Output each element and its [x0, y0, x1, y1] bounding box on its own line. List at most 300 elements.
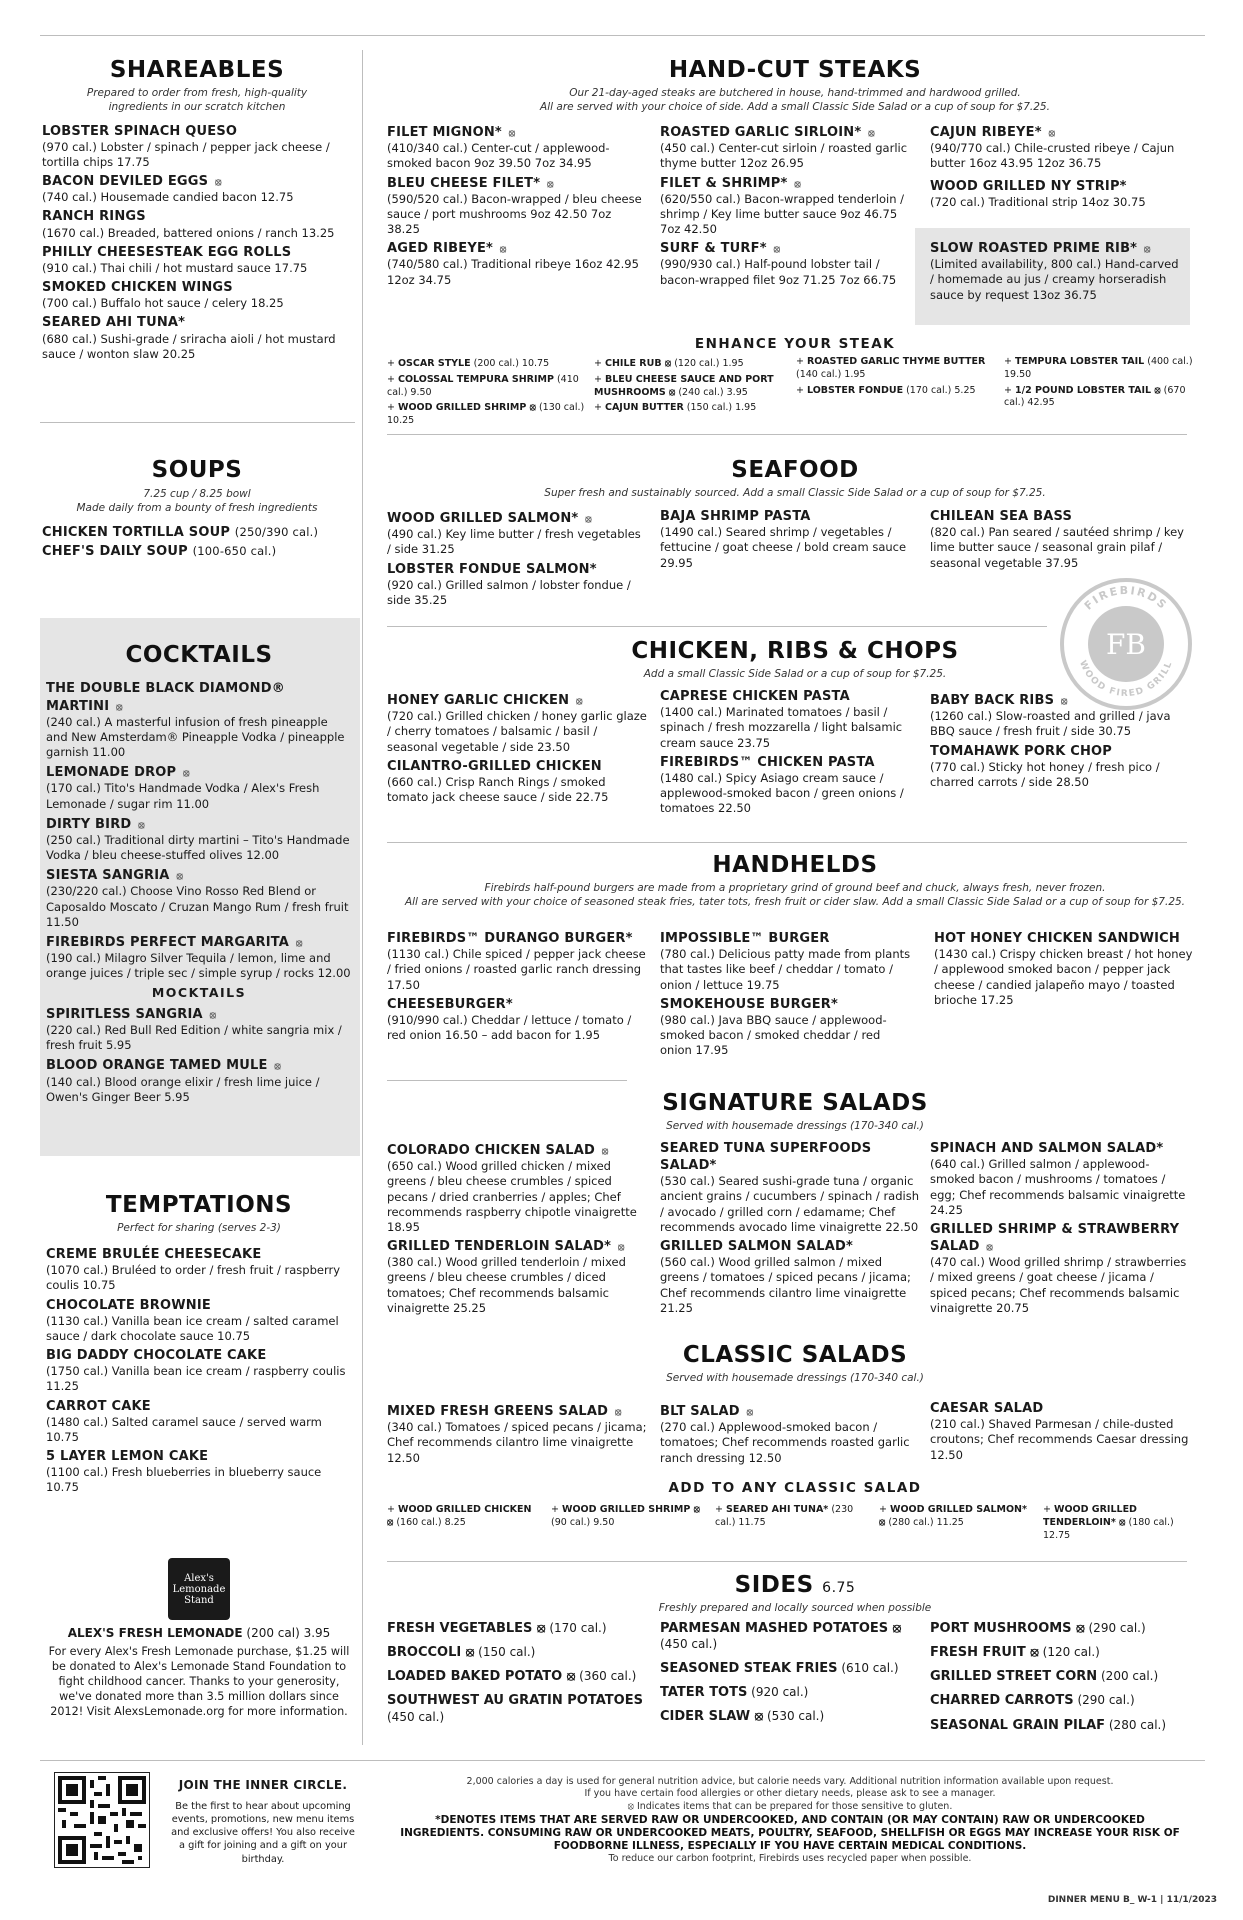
menu-item [660, 124, 915, 172]
addon-item [387, 374, 587, 400]
menu-item-name: BIG DADDY CHOCOLATE CAKE [46, 1348, 267, 1363]
menu-item-name: CREME BRULÉE CHEESECAKE [46, 1247, 262, 1262]
soups-list [42, 524, 352, 560]
menu-item-name: CAJUN RIBEYE* ⦻ [930, 125, 1056, 140]
menu-item-name: FILET & SHRIMP* ⦻ [660, 175, 802, 191]
menu-item-description: (1100 cal.) Fresh blueberries in blueberry sauce 10.75 [46, 1465, 322, 1495]
side-item [387, 1620, 649, 1637]
addon-calories-price: (180 cal.) 12.75 [1043, 1516, 1174, 1541]
addon-calories-price: (120 cal.) 1.95 [674, 358, 744, 369]
menu-item [387, 175, 647, 238]
seafood-section [385, 455, 1205, 501]
menu-item-description: (720 cal.) Grilled chicken / honey garlic glaze / cherry tomatoes / balsamic / basil / seasonal vegetable / side 23.50 [387, 709, 647, 754]
menu-item-description: (740/580 cal.) Traditional ribeye 16oz 42.95 12oz 34.75 [387, 257, 639, 287]
addon-name: CHILE RUB ⦻ [604, 358, 672, 369]
menu-item [660, 1140, 922, 1235]
side-calories: (120 cal.) [1042, 1645, 1100, 1660]
menu-item [660, 508, 915, 571]
plus-icon: + [1043, 1504, 1054, 1515]
menu-item-name: SPINACH AND SALMON SALAD* [930, 1141, 1164, 1156]
menu-item-name: CHILEAN SEA BASS [930, 509, 1073, 524]
handhelds-column-1 [387, 930, 649, 1046]
gluten-sensitive-icon: ⦻ [746, 1407, 754, 1418]
side-calories: (920 cal.) [751, 1685, 809, 1700]
addon-item [1043, 1504, 1193, 1542]
gluten-sensitive-icon: ⦻ [614, 1407, 622, 1418]
menu-item-description: (720 cal.) Traditional strip 14oz 30.75 [930, 194, 1146, 209]
side-item [930, 1692, 1192, 1709]
menu-item-name: SURF & TURF* ⦻ [660, 241, 781, 257]
side-calories: (360 cal.) [579, 1669, 637, 1684]
temptations-list [46, 1246, 352, 1496]
sides-heading [385, 1570, 1205, 1600]
menu-item-description: (170 cal.) Tito's Handmade Vodka / Alex's Fresh Lemonade / sugar rim 11.00 [46, 781, 320, 811]
menu-item [46, 680, 352, 760]
menu-item [930, 124, 1190, 172]
side-name: SEASONED STEAK FRIES [660, 1660, 838, 1676]
prime-rib-item [930, 240, 1182, 303]
menu-item [387, 692, 649, 755]
menu-item [930, 178, 1190, 210]
steaks-column-1 [387, 124, 647, 291]
gluten-sensitive-icon: ⦻ [499, 244, 507, 256]
side-calories: (610 cal.) [841, 1660, 899, 1675]
side-calories: (450 cal.) [387, 1709, 445, 1724]
sides-column-2 [660, 1620, 922, 1732]
steaks-column-2 [660, 124, 915, 291]
addon-item [796, 385, 996, 398]
gluten-note: ⦻ Indicates items that can be prepared for those sensitive to gluten. [627, 1800, 953, 1812]
signature-column-3 [930, 1140, 1192, 1319]
seafood-subtitle: Super fresh and sustainably sourced. Add a small Classic Side Salad or a cup of soup for $7.25. [544, 487, 1046, 500]
gluten-sensitive-icon: ⦻ [274, 1061, 282, 1073]
menu-item [42, 244, 352, 276]
menu-item [660, 996, 915, 1059]
inner-circle-text: Be the first to hear about upcoming events, promotions, new menu items and exclusive offers! You also receive a gift for joining and a gift on your birthday. [171, 1800, 355, 1865]
classic-salads-title: CLASSIC SALADS [682, 1342, 908, 1368]
menu-item-name: CHOCOLATE BROWNIE [46, 1297, 211, 1313]
addon-name: LOBSTER FONDUE [806, 384, 904, 396]
menu-item-name: BACON DEVILED EGGS ⦻ [42, 174, 222, 190]
menu-item [46, 934, 352, 982]
side-calories: (280 cal.) [1108, 1717, 1167, 1732]
menu-item-description: (230/220 cal.) Choose Vino Rosso Red Blend or Caposaldo Moscato / Cruzan Mango Rum / fresh fruit 11.50 [46, 884, 349, 929]
menu-item [42, 314, 352, 362]
menu-item-name: FIREBIRDS™ DURANGO BURGER* [387, 931, 633, 946]
menu-item [930, 1221, 1192, 1316]
menu-item-description: (1480 cal.) Spicy Asiago cream sauce / applewood-smoked bacon / green onions / tomatoes 22.50 [660, 770, 904, 816]
inner-circle-title: JOIN THE INNER CIRCLE. [178, 1778, 348, 1792]
soups-section [42, 455, 352, 562]
alexs-lemonade-description: For every Alex's Fresh Lemonade purchase, $1.25 will be donated to Alex's Lemonade Stand Foundation to fight childhood cancer. Thanks to your generosity, we've donated more than 3.5 million dollars since 2012! Visit AlexsLemonade.org for more information. [48, 1644, 350, 1719]
handhelds-title: HANDHELDS [712, 852, 878, 878]
handhelds-column-3 [934, 930, 1194, 1011]
steaks-section [385, 55, 1205, 115]
addon-calories-price: (160 cal.) 8.25 [396, 1516, 466, 1528]
menu-item-name: MIXED FRESH GREENS SALAD ⦻ [387, 1404, 622, 1419]
menu-item-name: BABY BACK RIBS ⦻ [930, 693, 1068, 708]
plus-icon: + [1004, 384, 1015, 396]
gluten-sensitive-icon: ⦻ [575, 696, 583, 707]
sides-column-1 [387, 1620, 649, 1732]
menu-item-description: (410/340 cal.) Center-cut / applewood-smoked bacon 9oz 39.50 7oz 34.95 [387, 141, 610, 171]
menu-item-name: FIREBIRDS™ CHICKEN PASTA [660, 754, 875, 770]
addon-name: TEMPURA LOBSTER TAIL [1014, 356, 1145, 367]
gluten-sensitive-icon: ⦻ [138, 819, 145, 831]
menu-item-name: PHILLY CHEESESTEAK EGG ROLLS [42, 244, 292, 260]
gluten-sensitive-icon: ⦻ [1143, 244, 1151, 255]
addon-calories-price: (150 cal.) 1.95 [686, 402, 757, 414]
menu-item-description: (1130 cal.) Chile spiced / pepper jack cheese / fried onions / roasted garlic ranch dressing 17.50 [387, 947, 646, 992]
soups-subtitle: Made daily from a bounty of fresh ingredients [76, 502, 318, 514]
plus-icon: + [387, 358, 398, 369]
addon-name: WOOD GRILLED CHICKEN ⦻ [387, 1504, 532, 1528]
menu-item-description: (820 cal.) Pan seared / sautéed shrimp / key lime butter sauce / seasonal grain pilaf / seasonal vegetable 37.95 [930, 525, 1184, 570]
addon-calories-price: (200 cal.) 10.75 [473, 358, 550, 369]
menu-item-name: CHICKEN TORTILLA SOUP (250/390 cal.) [42, 524, 319, 540]
gluten-sensitive-icon: ⦻ [617, 1242, 625, 1254]
classic-salads-section [385, 1340, 1205, 1386]
menu-item-name: FILET MIGNON* ⦻ [387, 125, 516, 140]
recycled-note: To reduce our carbon footprint, Firebirds uses recycled paper when possible. [608, 1853, 972, 1865]
menu-item [46, 1246, 352, 1294]
menu-item-description: (220 cal.) Red Bull Red Edition / white sangria mix / fresh fruit 5.95 [46, 1023, 342, 1053]
menu-item-description: (640 cal.) Grilled salmon / applewood-smoked bacon / mushrooms / tomatoes / egg; Chef recommends balsamic vinaigrette 24.25 [930, 1157, 1186, 1217]
menu-item-name: AGED RIBEYE* ⦻ [387, 241, 507, 257]
sides-section [385, 1570, 1205, 1616]
menu-item-name: THE DOUBLE BLACK DIAMOND® MARTINI ⦻ [46, 681, 285, 714]
menu-item-description: (1260 cal.) Slow-roasted and grilled / java BBQ sauce / fresh fruit / side 30.75 [930, 709, 1171, 739]
menu-item [387, 996, 649, 1044]
side-item [930, 1620, 1192, 1637]
menu-item-description: (680 cal.) Sushi-grade / sriracha aioli / hot mustard sauce / wonton slaw 20.25 [42, 331, 336, 361]
chicken-column-2 [660, 688, 915, 819]
side-name: SEASONAL GRAIN PILAF [930, 1717, 1106, 1733]
menu-item-name: GRILLED TENDERLOIN SALAD* ⦻ [387, 1239, 625, 1255]
steaks-column-3 [930, 124, 1190, 216]
gluten-sensitive-icon: ⦻ [986, 1242, 994, 1253]
addon-name: WOOD GRILLED TENDERLOIN* ⦻ [1043, 1504, 1137, 1528]
sides-price: 6.75 [822, 1580, 856, 1596]
menu-item-description: (340 cal.) Tomatoes / spiced pecans / jicama; Chef recommends cilantro lime vinaigrette 12.50 [387, 1420, 647, 1465]
menu-item [387, 124, 647, 172]
menu-item [930, 743, 1185, 791]
side-item [660, 1620, 922, 1653]
raw-warning: *DENOTES ITEMS THAT ARE SERVED RAW OR UNDERCOOKED, AND CONTAIN (OR MAY CONTAIN) RAW OR UNDERCOOKED INGREDIENTS. CONSUMING RAW OR UNDERCOOKED MEATS, POULTRY, SEAFOOD, SHELLFISH OR EGGS MAY INCREASE YOUR RISK OF FOODBORNE ILLNESS, ESPECIALLY IF YOU HAVE CERTAIN MEDICAL CONDITIONS. [400, 1814, 1180, 1853]
side-name: GRILLED STREET CORN [930, 1669, 1098, 1685]
side-name: CIDER SLAW ⦻ [660, 1709, 764, 1725]
plus-icon: + [551, 1504, 562, 1515]
divider [387, 1080, 627, 1081]
menu-item [934, 930, 1194, 1008]
gluten-sensitive-icon: ⦻ [601, 1146, 609, 1157]
gluten-sensitive-icon: ⦻ [1060, 696, 1068, 707]
menu-item-description: (780 cal.) Delicious patty made from plants that tastes like beef / cheddar / tomato / onion / lettuce 19.75 [660, 947, 911, 992]
side-name: BROCCOLI ⦻ [387, 1645, 475, 1661]
gluten-sensitive-icon: ⦻ [794, 178, 802, 190]
menu-item-description: (910/990 cal.) Cheddar / lettuce / tomato / red onion 16.50 – add bacon for 1.95 [387, 1012, 632, 1042]
alexs-lemonade-heading [46, 1626, 352, 1642]
soups-subtitle-price: 7.25 cup / 8.25 bowl [143, 488, 251, 501]
side-item [387, 1644, 649, 1661]
menu-item [46, 1297, 352, 1345]
prime-rib-name: SLOW ROASTED PRIME RIB* ⦻ [930, 241, 1151, 256]
side-calories: (450 cal.) [660, 1637, 718, 1652]
seafood-column-3 [930, 508, 1190, 574]
plus-icon: + [594, 373, 605, 385]
menu-item-description: (980 cal.) Java BBQ sauce / applewood-smoked bacon / smoked cheddar / red onion 17.95 [660, 1012, 887, 1058]
menu-item-name: RANCH RINGS [42, 209, 146, 225]
menu-item-description: (560 cal.) Wood grilled salmon / mixed greens / tomatoes / spiced pecans / jicama; Chef recommends cilantro lime vinaigrette 21.25 [660, 1255, 911, 1315]
calorie-note: 2,000 calories a day is used for general nutrition advice, but calorie needs vary. Additional nutrition information available upon request. [466, 1776, 1114, 1787]
divider [387, 626, 1047, 627]
menu-item-name: CAESAR SALAD [930, 1401, 1044, 1416]
inner-circle-block [168, 1778, 358, 1866]
menu-item-name: GRILLED SALMON SALAD* [660, 1239, 853, 1254]
addon-item [594, 402, 789, 415]
add-to-salad-title: ADD TO ANY CLASSIC SALAD [668, 1480, 922, 1496]
side-item [930, 1668, 1192, 1685]
side-name: LOADED BAKED POTATO ⦻ [387, 1669, 576, 1685]
menu-item-description: (590/520 cal.) Bacon-wrapped / bleu cheese sauce / port mushrooms 9oz 42.50 7oz 38.25 [387, 191, 642, 236]
seafood-column-1 [387, 510, 647, 611]
menu-item-name: DIRTY BIRD ⦻ [46, 816, 145, 832]
side-calories: (200 cal.) [1101, 1669, 1159, 1684]
gluten-sensitive-icon: ⦻ [115, 701, 123, 713]
signature-salads-title: SIGNATURE SALADS [662, 1090, 928, 1116]
menu-item-description: (990/930 cal.) Half-pound lobster tail / bacon-wrapped filet 9oz 71.25 7oz 66.75 [660, 257, 897, 287]
chicken-title: CHICKEN, RIBS & CHOPS [631, 638, 959, 664]
plus-icon: + [594, 358, 605, 369]
side-name: FRESH FRUIT ⦻ [930, 1645, 1039, 1661]
mocktails-title: MOCKTAILS [151, 985, 247, 1001]
menu-item-name: LOBSTER FONDUE SALMON* [387, 561, 597, 577]
menu-item-name: 5 LAYER LEMON CAKE [46, 1449, 209, 1464]
menu-item [387, 1403, 649, 1466]
enhance-title: ENHANCE YOUR STEAK [694, 336, 896, 352]
divider [387, 1561, 1187, 1562]
menu-item-description: (1480 cal.) Salted caramel sauce / served warm 10.75 [46, 1414, 322, 1444]
menu-item-description: (1070 cal.) Bruléed to order / fresh fruit / raspberry coulis 10.75 [46, 1263, 341, 1293]
menu-item [930, 692, 1185, 740]
menu-item-name: IMPOSSIBLE™ BURGER [660, 931, 830, 946]
column-divider [362, 50, 363, 1745]
addon-item [387, 358, 587, 371]
handhelds-section [385, 850, 1205, 910]
chicken-section [385, 636, 1205, 682]
menu-item-name: CHEESEBURGER* [387, 996, 513, 1012]
enhance-column-1 [387, 358, 587, 431]
temptations-subtitle: Perfect for sharing (serves 2-3) [117, 1222, 281, 1235]
menu-item [387, 510, 647, 558]
gluten-sensitive-icon: ⦻ [176, 871, 184, 883]
addon-name: COLOSSAL TEMPURA SHRIMP [397, 373, 554, 385]
menu-item-description: (1490 cal.) Seared shrimp / vegetables / fettucine / goat cheese / bold cream sauce 29.95 [660, 525, 907, 570]
alexs-logo-text: Alex's Lemonade Stand [172, 1572, 226, 1606]
menu-item-description: (1130 cal.) Vanilla bean ice cream / salted caramel sauce / dark chocolate sauce 10.75 [46, 1313, 339, 1343]
side-name: SOUTHWEST AU GRATIN POTATOES [387, 1693, 643, 1709]
badge-monogram: FB [1105, 628, 1147, 661]
signature-column-1 [387, 1142, 649, 1319]
menu-item-description: (530 cal.) Seared sushi-grade tuna / organic ancient grains / cucumbers / spinach / radish / avocado / grilled corn / edamame; Chef recommends avocado lime vinaigrette 22.50 [660, 1174, 919, 1234]
menu-item-description: (920 cal.) Grilled salmon / lobster fondue / side 35.25 [387, 577, 631, 607]
addon-item [387, 1504, 537, 1542]
gluten-sensitive-icon: ⦻ [1048, 128, 1056, 139]
qr-code-icon [58, 1776, 146, 1864]
gluten-sensitive-icon: ⦻ [773, 244, 781, 256]
addon-calories-price: (230 cal.) 11.75 [715, 1504, 854, 1528]
side-name: FRESH VEGETABLES ⦻ [387, 1621, 546, 1636]
addon-item [796, 356, 996, 382]
menu-item [930, 1400, 1192, 1463]
alexs-lemonade-price: (200 cal) 3.95 [246, 1626, 331, 1640]
addon-calories-price: (140 cal.) 1.95 [796, 368, 866, 380]
addon-calories-price: (410 cal.) 9.50 [387, 373, 579, 398]
cocktails-section [46, 640, 352, 1109]
menu-item-description: (700 cal.) Buffalo hot sauce / celery 18.25 [42, 296, 284, 311]
addon-name: CAJUN BUTTER [604, 402, 684, 414]
gluten-sensitive-icon: ⦻ [868, 128, 875, 139]
allergy-note: If you have certain food allergies or other dietary needs, please ask to see a manager. [584, 1788, 996, 1800]
addon-item [551, 1504, 701, 1542]
menu-item [42, 208, 352, 240]
menu-item-description: (140 cal.) Blood orange elixir / fresh lime juice / Owen's Ginger Beer 5.95 [46, 1074, 320, 1104]
signature-salads-section [385, 1088, 1205, 1134]
addon-item [715, 1504, 865, 1542]
soups-title: SOUPS [151, 457, 243, 483]
addon-item [879, 1504, 1029, 1542]
enhance-column-2 [594, 358, 789, 418]
menu-item-name: WOOD GRILLED NY STRIP* [930, 178, 1127, 194]
menu-item-name: HONEY GARLIC CHICKEN ⦻ [387, 693, 583, 708]
chicken-column-1 [387, 692, 649, 808]
menu-item-description: (490 cal.) Key lime butter / fresh vegetables / side 31.25 [387, 527, 641, 557]
side-calories: (290 cal.) [1088, 1621, 1146, 1635]
sides-title: SIDES [734, 1572, 814, 1598]
menu-item [660, 240, 915, 288]
menu-item [46, 867, 352, 930]
menu-item-description: (660 cal.) Crisp Ranch Rings / smoked tomato jack cheese sauce / side 22.75 [387, 774, 609, 804]
menu-item [46, 816, 352, 864]
addon-calories-price: (240 cal.) 3.95 [678, 386, 748, 398]
menu-item-description: (940/770 cal.) Chile-crusted ribeye / Cajun butter 16oz 43.95 12oz 36.75 [930, 141, 1175, 171]
menu-item [42, 524, 352, 541]
menu-item-description: (450 cal.) Center-cut sirloin / roasted garlic thyme butter 12oz 26.95 [660, 141, 908, 171]
menu-item-name: LOBSTER SPINACH QUESO [42, 123, 238, 139]
gluten-sensitive-icon: ⦻ [209, 1009, 217, 1021]
menu-item-description: (250/390 cal.) [234, 524, 319, 539]
chicken-subtitle: Add a small Classic Side Salad or a cup of soup for $7.25. [643, 668, 947, 681]
menu-item-name: SPIRITLESS SANGRIA ⦻ [46, 1006, 217, 1022]
menu-item [46, 1347, 352, 1395]
classic-salads-subtitle: Served with housemade dressings (170-340 cal.) [666, 1372, 924, 1385]
menu-item-name: BLOOD ORANGE TAMED MULE ⦻ [46, 1058, 282, 1074]
gluten-sensitive-icon: ⦻ [295, 937, 303, 949]
addon-name: WOOD GRILLED SHRIMP ⦻ [561, 1504, 700, 1515]
shareables-title: SHAREABLES [109, 57, 285, 83]
plus-icon: + [796, 356, 807, 367]
side-calories: (530 cal.) [767, 1709, 825, 1724]
menu-item [46, 1398, 352, 1446]
menu-item [46, 1057, 352, 1105]
handhelds-column-2 [660, 930, 915, 1061]
menu-item [660, 175, 915, 238]
addon-name: 1/2 POUND LOBSTER TAIL ⦻ [1014, 384, 1161, 396]
addon-calories-price: (90 cal.) 9.50 [551, 1516, 615, 1528]
menu-item-name: WOOD GRILLED SALMON* ⦻ [387, 511, 592, 526]
side-name: PARMESAN MASHED POTATOES ⦻ [660, 1621, 902, 1636]
addon-item [1004, 356, 1194, 382]
side-name: TATER TOTS [660, 1685, 748, 1701]
addon-calories-price: (130 cal.) 10.25 [387, 402, 585, 427]
side-calories: (290 cal.) [1077, 1693, 1135, 1708]
side-calories: (150 cal.) [478, 1645, 536, 1660]
menu-item [387, 758, 649, 806]
prime-rib-description: (Limited availability, 800 cal.) Hand-carved / homemade au jus / creamy horseradish sauce by request 13oz 36.75 [930, 257, 1179, 302]
addon-name: OSCAR STYLE [397, 358, 471, 369]
side-name: PORT MUSHROOMS ⦻ [930, 1621, 1085, 1636]
add-to-salad-list [387, 1504, 1207, 1545]
addon-name: WOOD GRILLED SALMON* ⦻ [879, 1504, 1027, 1528]
addon-item [1004, 385, 1194, 411]
handhelds-subtitle-2: All are served with your choice of seasoned steak fries, tater tots, fresh fruit or cider slaw. Add a small Classic Side Salad or a cup of soup for $7.25. [404, 896, 1186, 908]
classic-column-1 [387, 1403, 649, 1469]
gluten-sensitive-icon: ⦻ [547, 178, 554, 190]
footer-notes [400, 1776, 1180, 1866]
gluten-sensitive-icon: ⦻ [585, 514, 592, 525]
menu-item-description: (650 cal.) Wood grilled chicken / mixed greens / bleu cheese crumbles / spiced pecans / dried cranberries / apples; Chef recommends raspberry chipotle vinaigrette 18.95 [387, 1159, 637, 1234]
menu-item-description: (240 cal.) A masterful infusion of fresh pineapple and New Amsterdam® Pineapple Vodka / pineapple garnish 11.00 [46, 714, 345, 760]
menu-item-description: (470 cal.) Wood grilled shrimp / strawberries / mixed greens / goat cheese / jicama / spiced pecans; Chef recommends balsamic vinaigrette 20.75 [930, 1255, 1187, 1315]
classic-column-3 [930, 1400, 1192, 1466]
addon-item [387, 402, 587, 428]
alexs-lemonade-section [46, 1558, 352, 1719]
menu-item-description: (1430 cal.) Crispy chicken breast / hot honey / applewood smoked bacon / pepper jack cheese / candied jalapeño mayo / toasted brioche 17.25 [934, 947, 1193, 1007]
badge-top-text: FIREBIRDS [1081, 583, 1171, 613]
signature-column-2 [660, 1140, 922, 1319]
menu-item-description: (190 cal.) Milagro Silver Tequila / lemon, lime and orange juices / triple sec / simple syrup / rocks 12.00 [46, 951, 351, 981]
seafood-column-2 [660, 508, 915, 574]
menu-item-description: (100-650 cal.) [192, 543, 277, 558]
menu-item-name: FIREBIRDS PERFECT MARGARITA ⦻ [46, 934, 303, 950]
menu-item-description: (380 cal.) Wood grilled tenderloin / mixed greens / bleu cheese crumbles / diced tomatoes; Chef recommends balsamic vinaigrette 25.25 [387, 1255, 626, 1315]
gluten-sensitive-icon: ⦻ [183, 768, 190, 780]
menu-item [387, 930, 649, 993]
menu-item [42, 173, 352, 205]
plus-icon: + [796, 384, 807, 396]
cocktails-title: COCKTAILS [125, 642, 273, 668]
menu-item-description: (210 cal.) Shaved Parmesan / chile-dusted croutons; Chef recommends Caesar dressing 12.50 [930, 1417, 1189, 1462]
menu-item-name: CAPRESE CHICKEN PASTA [660, 689, 850, 704]
footer-rule [40, 1760, 1205, 1761]
menu-item-name: ROASTED GARLIC SIRLOIN* ⦻ [660, 125, 875, 140]
addon-item [594, 374, 789, 400]
menu-item [660, 1238, 922, 1316]
menu-item-name: COLORADO CHICKEN SALAD ⦻ [387, 1143, 609, 1158]
qr-code[interactable] [54, 1772, 150, 1868]
menu-code: DINNER MENU B_ W-1 | 11/1/2023 [1047, 1895, 1217, 1905]
menu-item-name: SIESTA SANGRIA ⦻ [46, 868, 184, 884]
menu-item [660, 930, 915, 993]
menu-item-name: HOT HONEY CHICKEN SANDWICH [934, 931, 1181, 946]
menu-item [46, 764, 352, 812]
menu-item [42, 123, 352, 171]
addon-calories-price: (170 cal.) 5.25 [906, 384, 976, 396]
plus-icon: + [594, 402, 605, 414]
addon-calories-price: (670 cal.) 42.95 [1004, 384, 1186, 409]
menu-item-description: (1400 cal.) Marinated tomatoes / basil / spinach / fresh mozzarella / light balsamic cream sauce 23.75 [660, 705, 903, 750]
menu-item-name: CHEF'S DAILY SOUP (100-650 cal.) [42, 543, 277, 559]
